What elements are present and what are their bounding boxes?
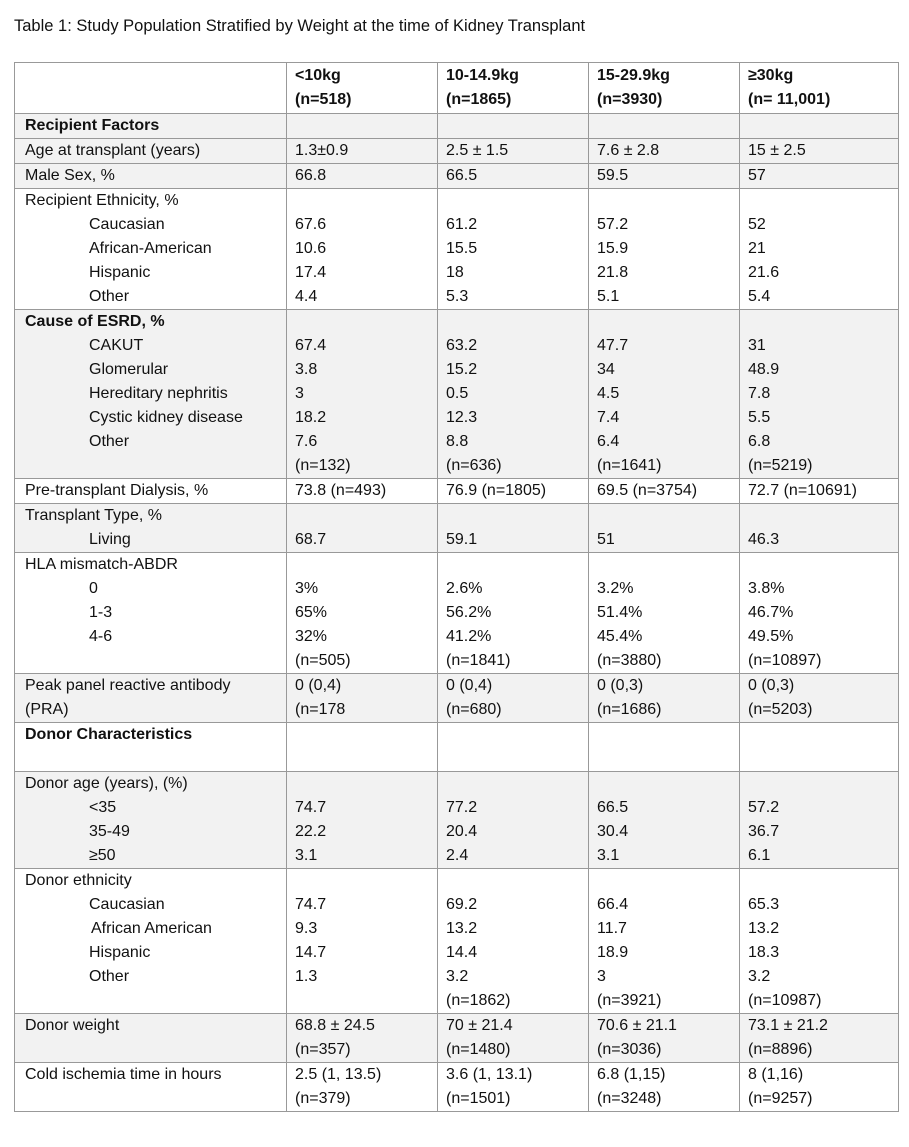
table-cell: 70.6 ± 21.1 (n=3036) — [589, 1014, 740, 1063]
table-cell: 47.7 34 4.5 7.4 6.4 (n=1641) — [589, 310, 740, 479]
table-cell: 0 (0,3) (n=1686) — [589, 674, 740, 723]
row-label: Cold ischemia time in hours — [15, 1063, 287, 1112]
table-header-row — [15, 63, 899, 114]
table-cell: 57.2 15.9 21.8 5.1 — [589, 189, 740, 310]
table-row-hla — [15, 553, 899, 674]
table-cell: 74.7 22.2 3.1 — [287, 772, 438, 869]
table-cell: 67.4 3.8 3 18.2 7.6 (n=132) — [287, 310, 438, 479]
table-cell: 77.2 20.4 2.4 — [438, 772, 589, 869]
table-cell: 70 ± 21.4 (n=1480) — [438, 1014, 589, 1063]
table-row-donor-age — [15, 772, 899, 869]
table-cell: 66.5 30.4 3.1 — [589, 772, 740, 869]
header-col-4: ≥30kg (n= 11,001) — [740, 63, 899, 114]
table-cell: 61.2 15.5 18 5.3 — [438, 189, 589, 310]
table-cell: 51 — [589, 504, 740, 553]
table-cell: 74.7 9.3 14.7 1.3 — [287, 869, 438, 1014]
table-cell: 72.7 (n=10691) — [740, 479, 899, 504]
row-label: Male Sex, % — [15, 164, 287, 189]
table-caption: Table 1: Study Population Stratified by Weight at the time of Kidney Transplant — [14, 17, 586, 35]
table-row-donor-weight — [15, 1014, 899, 1063]
table-cell: 69.2 13.2 14.4 3.2 (n=1862) — [438, 869, 589, 1014]
table-row-ethnicity — [15, 189, 899, 310]
table-row-age — [15, 139, 899, 164]
table-cell: 76.9 (n=1805) — [438, 479, 589, 504]
table-cell: 3.2% 51.4% 45.4% (n=3880) — [589, 553, 740, 674]
table-cell: 67.6 10.6 17.4 4.4 — [287, 189, 438, 310]
section-label-recipient: Recipient Factors — [15, 114, 287, 139]
table-cell: 69.5 (n=3754) — [589, 479, 740, 504]
table-cell: 57.2 36.7 6.1 — [740, 772, 899, 869]
table-row-male — [15, 164, 899, 189]
row-label: Transplant Type, % Living — [15, 504, 287, 553]
table-cell: 68.8 ± 24.5 (n=357) — [287, 1014, 438, 1063]
table-cell: 3.6 (1, 13.1) (n=1501) — [438, 1063, 589, 1112]
table-cell: 2.5 ± 1.5 — [438, 139, 589, 164]
row-label: Pre-transplant Dialysis, % — [15, 479, 287, 504]
table-cell: 0 (0,3) (n=5203) — [740, 674, 899, 723]
table-row-cold-ischemia — [15, 1063, 899, 1112]
table-cell: 2.6% 56.2% 41.2% (n=1841) — [438, 553, 589, 674]
table-cell: 52 21 21.6 5.4 — [740, 189, 899, 310]
section-row-donor — [15, 723, 899, 772]
section-row-recipient — [15, 114, 899, 139]
row-label: Age at transplant (years) — [15, 139, 287, 164]
table-cell: 66.8 — [287, 164, 438, 189]
table-row-pra — [15, 674, 899, 723]
table-cell: 59.5 — [589, 164, 740, 189]
row-label: HLA mismatch-ABDR 0 1-3 4-6 — [15, 553, 287, 674]
table-cell: 8 (1,16) (n=9257) — [740, 1063, 899, 1112]
row-label: Peak panel reactive antibody (PRA) — [15, 674, 287, 723]
table-cell: 15 ± 2.5 — [740, 139, 899, 164]
row-label: Cause of ESRD, % CAKUT Glomerular Hereditary nephritis Cystic kidney disease Other — [15, 310, 287, 479]
table-cell: 63.2 15.2 0.5 12.3 8.8 (n=636) — [438, 310, 589, 479]
table-cell: 59.1 — [438, 504, 589, 553]
row-label: Recipient Ethnicity, % Caucasian African-American Hispanic Other — [15, 189, 287, 310]
header-empty-cell — [15, 63, 287, 114]
table-cell: 3% 65% 32% (n=505) — [287, 553, 438, 674]
table-row-esrd — [15, 310, 899, 479]
row-label: Donor age (years), (%) <35 35-49 ≥50 — [15, 772, 287, 869]
table-cell: 57 — [740, 164, 899, 189]
table-cell: 66.4 11.7 18.9 3 (n=3921) — [589, 869, 740, 1014]
header-col-3: 15-29.9kg (n=3930) — [589, 63, 740, 114]
table-cell: 68.7 — [287, 504, 438, 553]
header-col-1: <10kg (n=518) — [287, 63, 438, 114]
table-cell: 1.3±0.9 — [287, 139, 438, 164]
study-population-table — [14, 62, 899, 1112]
section-label-donor: Donor Characteristics — [15, 723, 287, 772]
table-cell: 0 (0,4) (n=680) — [438, 674, 589, 723]
table-cell: 73.8 (n=493) — [287, 479, 438, 504]
table-cell: 7.6 ± 2.8 — [589, 139, 740, 164]
table-row-transplant-type — [15, 504, 899, 553]
table-cell: 66.5 — [438, 164, 589, 189]
row-label: Donor ethnicity Caucasian African American Hispanic Other — [15, 869, 287, 1014]
row-label: Donor weight — [15, 1014, 287, 1063]
table-row-dialysis — [15, 479, 899, 504]
table-cell: 46.3 — [740, 504, 899, 553]
table-cell: 3.8% 46.7% 49.5% (n=10897) — [740, 553, 899, 674]
table-cell: 2.5 (1, 13.5) (n=379) — [287, 1063, 438, 1112]
table-row-donor-ethnicity — [15, 869, 899, 1014]
table-cell: 6.8 (1,15) (n=3248) — [589, 1063, 740, 1112]
table-cell: 31 48.9 7.8 5.5 6.8 (n=5219) — [740, 310, 899, 479]
header-col-2: 10-14.9kg (n=1865) — [438, 63, 589, 114]
table-cell: 0 (0,4) (n=178 — [287, 674, 438, 723]
table-cell: 73.1 ± 21.2 (n=8896) — [740, 1014, 899, 1063]
table-cell: 65.3 13.2 18.3 3.2 (n=10987) — [740, 869, 899, 1014]
